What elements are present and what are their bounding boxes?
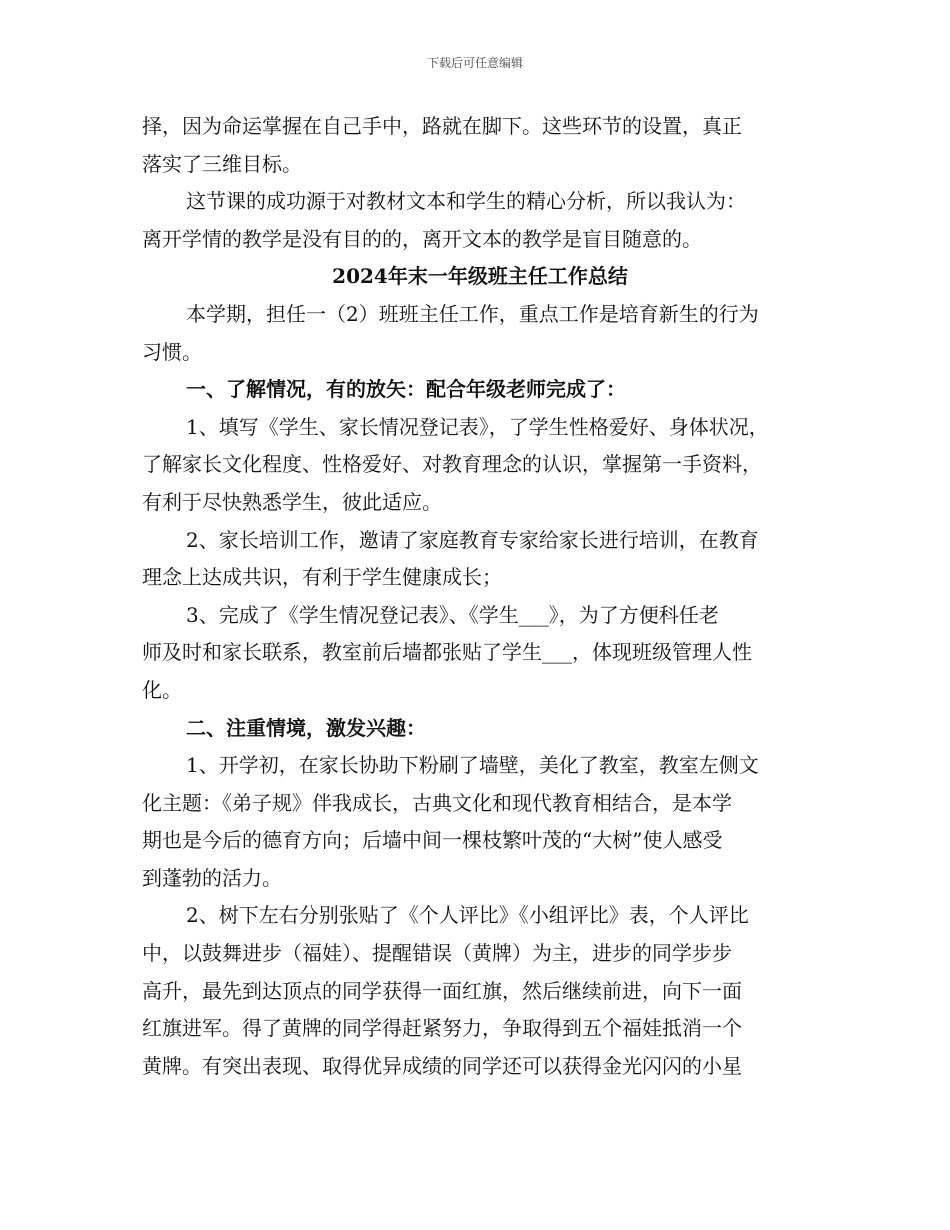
paragraph-line: 中，以鼓舞进步（福娃）、提醒错误（黄牌）为主，进步的同学步步 <box>142 941 732 966</box>
paragraph-line: 期也是今后的德育方向；后墙中间一棵枝繁叶茂的“大树”使人感受 <box>142 828 723 853</box>
paragraph-line: 落实了三维目标。 <box>142 151 302 176</box>
page-header: 下载后可任意编辑 <box>426 56 523 70</box>
paragraph-line: 化。 <box>142 677 182 702</box>
paragraph-line: 习惯。 <box>142 339 202 364</box>
section-heading: 一、了解情况，有的放矢：配合年级老师完成了： <box>186 377 626 402</box>
paragraph-line: 化主题：《弟子规》伴我成长，古典文化和现代教育相结合，是本学 <box>142 790 732 815</box>
paragraph-line: 1、填写《学生、家长情况登记表》，了学生性格爱好、身体状况， <box>186 414 769 439</box>
paragraph-line: 离开学情的教学是没有目的的，离开文本的教学是盲目随意的。 <box>142 226 702 251</box>
document-body <box>142 108 818 1085</box>
paragraph-line: 1、开学初，在家长协助下粉刷了墙壁，美化了教室，教室左侧文 <box>186 753 759 778</box>
paragraph-line: 师及时和家长联系，教室前后墙都张贴了学生___，体现班级管理人性 <box>142 640 752 665</box>
paragraph-line: 这节课的成功源于对教材文本和学生的精心分析，所以我认为： <box>186 189 746 214</box>
paragraph-line: 黄牌。有突出表现、取得优异成绩的同学还可以获得金光闪闪的小星 <box>142 1053 742 1078</box>
paragraph-line: 有利于尽快熟悉学生，彼此适应。 <box>142 489 442 514</box>
paragraph-line: 理念上达成共识，有利于学生健康成长； <box>142 565 502 590</box>
paragraph-line: 红旗进军。得了黄牌的同学得赶紧努力，争取得到五个福娃抵消一个 <box>142 1016 742 1041</box>
paragraph-line: 2、树下左右分别张贴了《个人评比》《小组评比》表，个人评比 <box>186 903 749 928</box>
paragraph-line: 2、家长培训工作，邀请了家庭教育专家给家长进行培训，在教育 <box>186 527 759 552</box>
paragraph-line: 择，因为命运掌握在自己手中，路就在脚下。这些环节的设置，真正 <box>142 114 742 138</box>
paragraph-line: 高升，最先到达顶点的同学获得一面红旗，然后继续前进，向下一面 <box>142 978 742 1003</box>
paragraph-line: 了解家长文化程度、性格爱好、对教育理念的认识，掌握第一手资料， <box>142 452 762 477</box>
document-title: 2024年末一年级班主任工作总结 <box>332 264 628 289</box>
section-heading: 二、注重情境，激发兴趣： <box>186 715 426 740</box>
paragraph-line: 本学期，担任一（2）班班主任工作，重点工作是培育新生的行为 <box>186 301 759 326</box>
paragraph-line: 3、完成了《学生情况登记表》、《学生___》，为了方便科任老 <box>186 602 719 627</box>
paragraph-line: 到蓬勃的活力。 <box>142 865 282 890</box>
